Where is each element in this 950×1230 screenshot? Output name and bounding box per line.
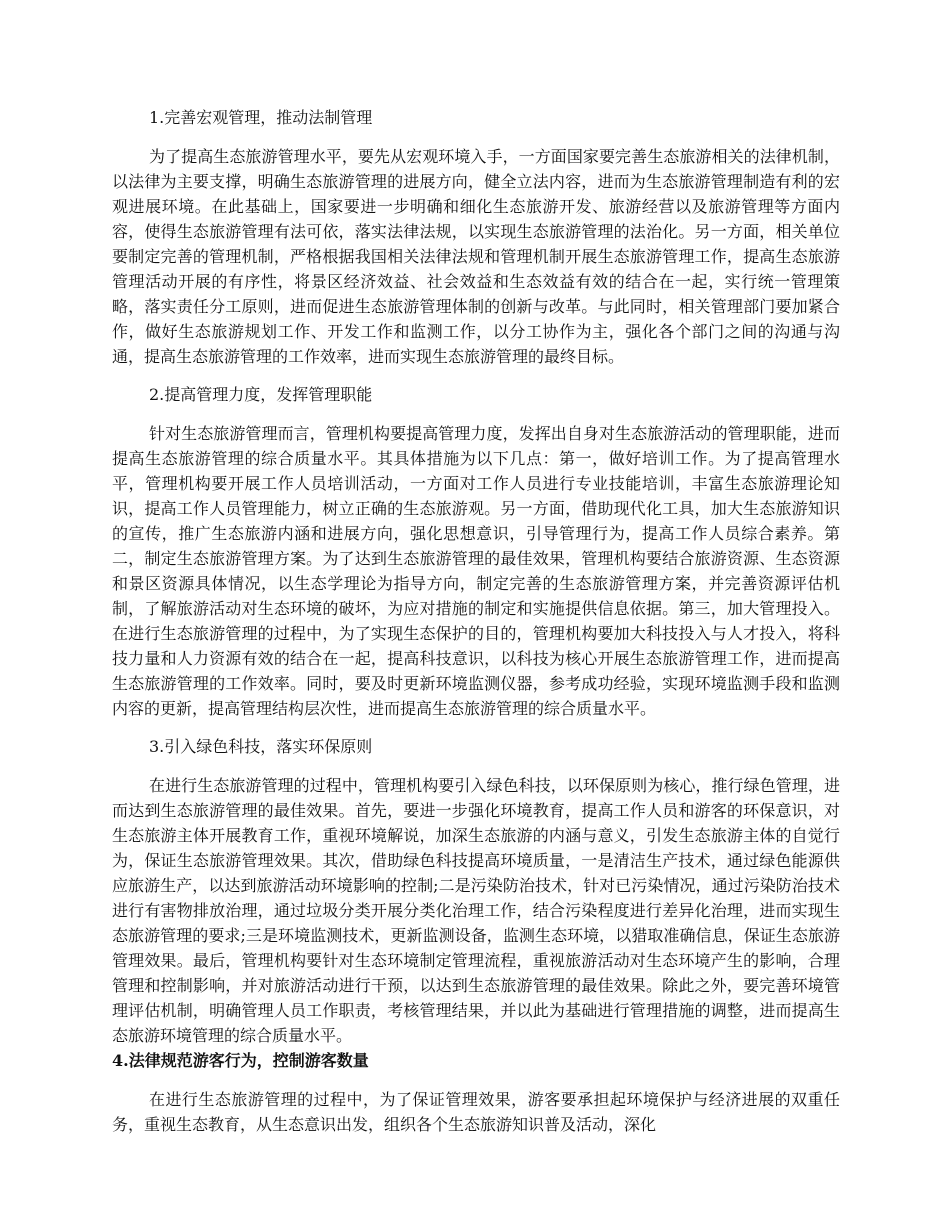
section-3-paragraph: 在进行生态旅游管理的过程中，管理机构要引入绿色科技，以环保原则为核心，推行绿色管理，进而达到生态旅游管理的最佳效果。首先，要进一步强化环境教育，提高工作人员和游客的环保意识，对生态旅游主体开展教育工作，重视环境解说，加深生态旅游的内涵与意义，引发生态旅游主体的自觉行为，保证生态旅游管理效果。其次，借助绿色科技提高环境质量，一是清洁生产技术，通过绿色能源供应旅游生产，以达到旅游活动环境影响的控制;二是污染防治技术，针对已污染情况，通过污染防治技术进行有害物排放治理，通过垃圾分类开展分类化治理工作，结合污染程度进行差异化治理，进而实现生态旅游管理的要求;三是环境监测技术，更新监测设备，监测生态环境，以猎取准确信息，保证生态旅游管理效果。最后，管理机构要针对生态环境制定管理流程，重视旅游活动对生态环境产生的影响，合理管理和控制影响，并对旅游活动进行干预，以达到生态旅游管理的最佳效果。除此之外，要完善环境管理评估机制，明确管理人员工作职责，考核管理结果，并以此为基础进行管理措施的调整，进而提高生态旅游环境管理的综合质量水平。 xyxy=(112,776,840,1045)
document-page xyxy=(112,105,840,1150)
section-4-heading: 4.法律规范游客行为，控制游客数量 xyxy=(112,1051,369,1070)
section-1-paragraph: 为了提高生态旅游管理水平，要先从宏观环境入手，一方面国家要完善生态旅游相关的法律机制，以法律为主要支撑，明确生态旅游管理的进展方向，健全立法内容，进而为生态旅游管理制造有利的宏观进展环境。在此基础上，国家要进一步明确和细化生态旅游开发、旅游经营以及旅游管理等方面内容，使得生态旅游管理有法可依，落实法律法规，以实现生态旅游管理的法治化。另一方面，相关单位要制定完善的管理机制，严格根据我国相关法律法规和管理机制开展生态旅游管理工作，提高生态旅游管理活动开展的有序性，将景区经济效益、社会效益和生态效益有效的结合在一起，实行统一管理策略，落实责任分工原则，进而促进生态旅游管理体制的创新与改革。与此同时，相关管理部门要加紧合作，做好生态旅游规划工作、开发工作和监测工作，以分工协作为主，强化各个部门之间的沟通与沟通，提高生态旅游管理的工作效率，进而实现生态旅游管理的最终目标。 xyxy=(112,147,840,366)
section-4-paragraph: 在进行生态旅游管理的过程中，为了保证管理效果，游客要承担起环境保护与经济进展的双重任务，重视生态教育，从生态意识出发，组织各个生态旅游知识普及活动，深化 xyxy=(112,1090,840,1134)
section-3-heading: 3.引入绿色科技，落实环保原则 xyxy=(149,737,373,756)
section-1-heading: 1.完善宏观管理，推动法制管理 xyxy=(149,108,373,127)
section-2-heading: 2.提高管理力度，发挥管理职能 xyxy=(149,385,373,404)
section-2-paragraph: 针对生态旅游管理而言，管理机构要提高管理力度，发挥出自身对生态旅游活动的管理职能，进而提高生态旅游管理的综合质量水平。其具体措施为以下几点：第一，做好培训工作。为了提高管理水平，管理机构要开展工作人员培训活动，一方面对工作人员进行专业技能培训，丰富生态旅游理论知识，提高工作人员管理能力，树立正确的生态旅游观。另一方面，借助现代化工具，加大生态旅游知识的宣传，推广生态旅游内涵和进展方向，强化思想意识，引导管理行为，提高工作人员综合素养。第二，制定生态旅游管理方案。为了达到生态旅游管理的最佳效果，管理机构要结合旅游资源、生态资源和景区资源具体情况，以生态学理论为指导方向，制定完善的生态旅游管理方案，并完善资源评估机制，了解旅游活动对生态环境的破坏，为应对措施的制定和实施提供信息依据。第三，加大管理投入。在进行生态旅游管理的过程中，为了实现生态保护的目的，管理机构要加大科技投入与人才投入，将科技力量和人力资源有效的结合在一起，提高科技意识，以科技为核心开展生态旅游管理工作，进而提高生态旅游管理的工作效率。同时，要及时更新环境监测仪器，参考成功经验，实现环境监测手段和监测内容的更新，提高管理结构层次性，进而提高生态旅游管理的综合质量水平。 xyxy=(112,424,840,718)
